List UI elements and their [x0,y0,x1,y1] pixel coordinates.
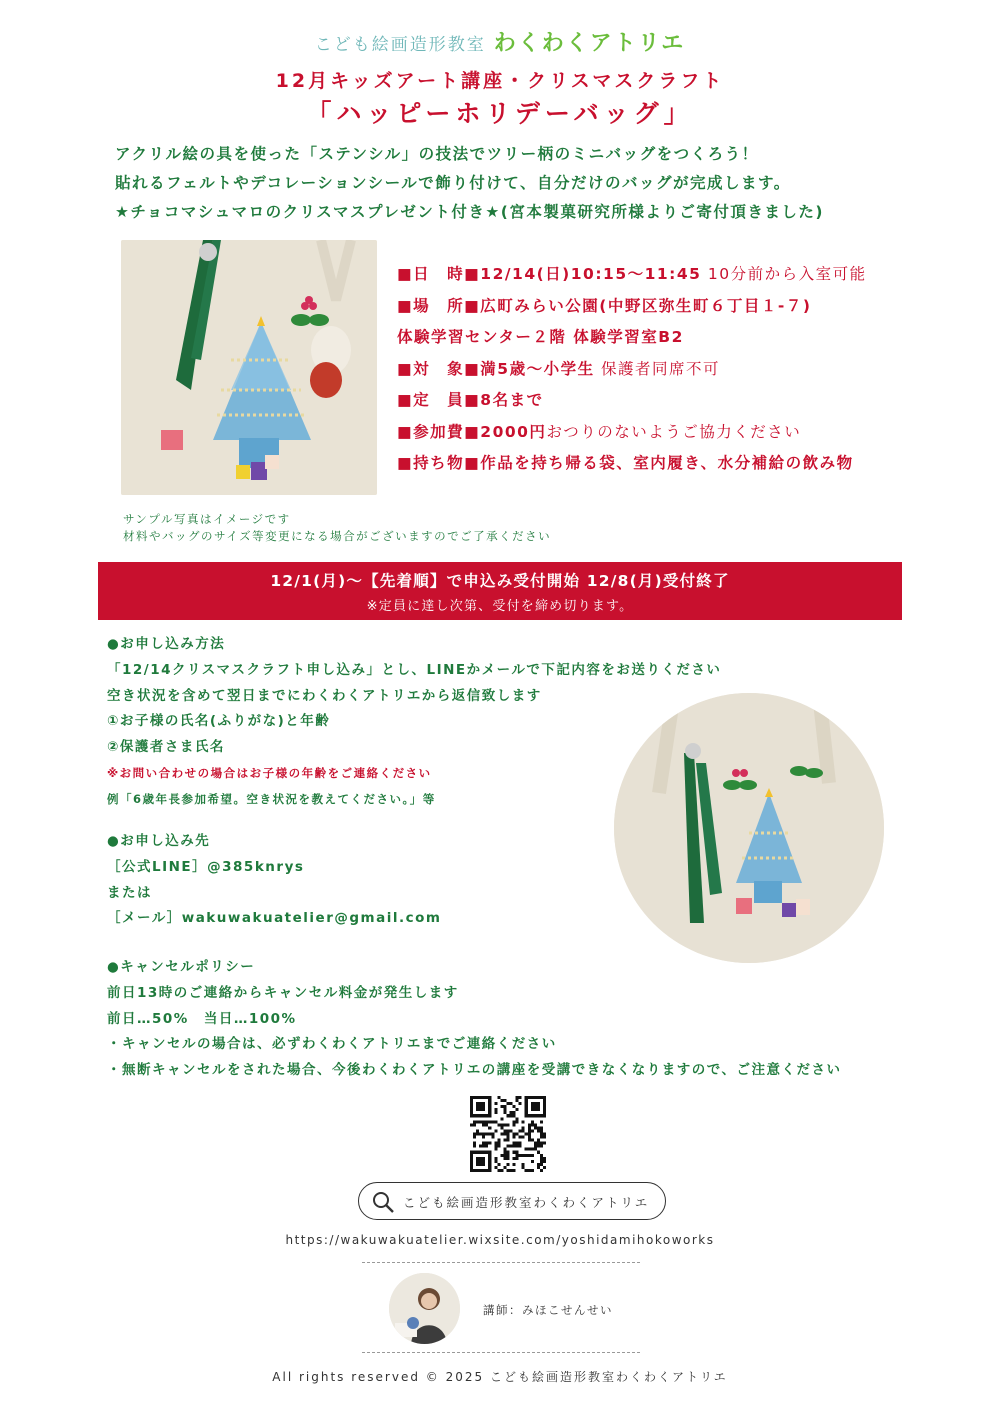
intro-line: アクリル絵の具を使った「ステンシル」の技法でツリー柄のミニバッグをつくろう！ [115,145,759,163]
detail-value: 広町みらい公園(中野区弥生町６丁目１-７) [480,296,812,315]
qr-code[interactable] [470,1096,546,1172]
search-label: こども絵画造形教室わくわくアトリエ [403,1195,650,1210]
detail-row-place-room [397,325,867,357]
divider [362,1352,640,1353]
detail-value: 作品を持ち帰る袋、室内履き、水分補給の飲み物 [480,454,854,472]
sample-photo [121,240,377,495]
line-id[interactable]: ［公式LINE］@385knrys [107,858,305,875]
or-text: または [107,884,152,901]
event-title: 12月キッズアート講座・クリスマスクラフト [275,70,725,92]
detail-row-capacity [397,388,867,420]
cancel-line: 前日…50% 当日…100% [107,1010,297,1027]
detail-row-belongings [397,451,867,483]
divider [362,1262,640,1263]
detail-value: 2000円 [480,422,547,441]
website-url[interactable]: https://wakuwakuatelier.wixsite.com/yoshidamihokoworks [285,1233,715,1247]
intro-line: 貼れるフェルトやデコレーションシールで飾り付けて、自分だけのバッグが完成します。 [115,174,791,192]
apply-note: ※お問い合わせの場合はお子様の年齢をご連絡ください [107,765,432,780]
detail-label: ■持ち物■ [397,454,481,472]
caption-line: 材料やバッグのサイズ等変更になる場合がございますのでご了承ください [123,529,552,543]
detail-value: 体験学習センター２階 体験学習室B2 [397,328,684,346]
caption-line: サンプル写真はイメージです [123,512,291,526]
detail-value: 12/14(日)10:15〜11:45 [480,265,702,283]
teacher-avatar [389,1273,460,1344]
event-details [397,262,867,483]
detail-note: おつりのないようご協力ください [546,422,802,441]
detail-note: 10分前から入室可能 [701,265,867,283]
detail-row-fee [397,420,867,452]
apply-contact-section [107,829,441,932]
cancel-line: ・キャンセルの場合は、必ずわくわくアトリエまでご連絡ください [107,1036,557,1053]
detail-label: ■定 員■ [397,391,481,409]
detail-value: 満5歳〜小学生 [480,359,595,378]
footer-copyright: All rights reserved © 2025 こども絵画造形教室わくわくアトリエ [272,1370,728,1384]
apply-line: ①お子様の氏名(ふりがな)と年齢 [107,713,331,730]
registration-banner [98,562,902,620]
apply-example: 例「6歳年長参加希望。空き状況を教えてください。」等 [107,791,436,806]
intro-text [115,140,824,227]
intro-line: ★チョコマシュマロのクリスマスプレゼント付き★(宮本製菓研究所様よりご寄付頂きました) [115,203,824,221]
section-heading: ●お申し込み先 [107,833,211,849]
event-subtitle: 「ハッピーホリデーバッグ」 [306,99,694,128]
detail-label: ■参加費■ [397,422,481,441]
detail-value: 8名まで [480,391,544,409]
detail-label: ■対 象■ [397,359,481,378]
detail-label: ■日 時■ [397,265,481,283]
brand-small: こども絵画造形教室 [314,35,486,55]
section-heading: ●お申し込み方法 [107,636,226,652]
detail-row-datetime [397,262,867,294]
cancel-line: 前日13時のご連絡からキャンセル料金が発生します [107,984,459,1001]
apply-line: 空き状況を含めて翌日までにわくわくアトリエから返信致します [107,687,542,704]
detail-row-target [397,357,867,389]
section-heading: ●キャンセルポリシー [107,959,256,975]
sample-photo-circle [614,693,884,963]
cancel-policy-section [107,955,841,1084]
cancel-line: ・無断キャンセルをされた場合、今後わくわくアトリエの講座を受講できなくなりますので、ご注意ください [107,1062,842,1079]
brand-row [0,26,1000,57]
detail-label: ■場 所■ [397,296,481,315]
apply-line: ②保護者さま氏名 [107,739,225,756]
search-icon [371,1190,395,1214]
teacher-name: 講師：みほこせんせい [483,1303,613,1317]
apply-line: 「12/14クリスマスクラフト申し込み」とし、LINEかメールで下記内容をお送りください [107,661,722,678]
detail-note: 保護者同席不可 [594,359,721,378]
detail-row-place [397,294,867,326]
registration-period: 12/1(月)〜【先着順】で申込み受付開始 12/8(月)受付終了 [270,572,730,590]
registration-note: ※定員に達し次第、受付を締め切ります。 [366,599,634,614]
photo-caption [123,511,551,545]
email-address[interactable]: ［メール］wakuwakuatelier@gmail.com [107,910,442,927]
brand-logo: わくわくアトリエ [493,31,686,56]
search-box[interactable] [358,1182,666,1220]
